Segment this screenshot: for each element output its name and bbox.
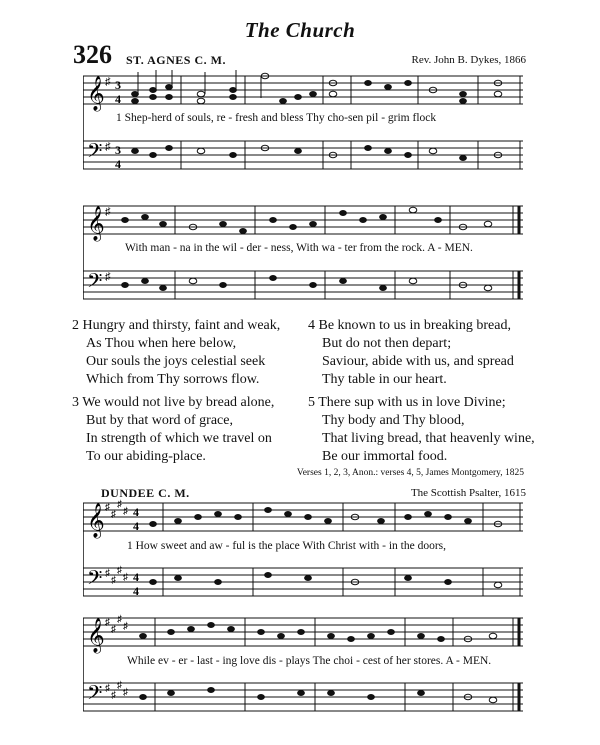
svg-text:𝄞: 𝄞	[87, 503, 105, 538]
svg-text:♯: ♯	[117, 565, 122, 576]
hymn-number: 326	[73, 40, 112, 69]
lyrics-line: 1 Shep-herd of souls, re - fresh and bless Thy cho-sen pil - grim flock	[116, 112, 437, 124]
svg-text:♯: ♯	[123, 572, 128, 583]
svg-text:4: 4	[115, 92, 121, 106]
lyrics-line: While ev - er - last - ing love dis - plays The choi - cest of her stores. A - MEN.	[127, 655, 492, 667]
page-title: The Church	[244, 18, 356, 42]
svg-text:4: 4	[115, 157, 121, 171]
bass-clef-icon: 𝄢	[87, 139, 103, 167]
treble-clef-icon: 𝄞	[87, 76, 105, 111]
svg-text:𝄢: 𝄢	[87, 269, 103, 297]
svg-text:4: 4	[133, 570, 139, 584]
svg-text:♯: ♯	[105, 568, 110, 579]
svg-text:♯: ♯	[105, 502, 110, 513]
svg-text:♯: ♯	[123, 621, 128, 632]
svg-text:♯: ♯	[117, 614, 122, 625]
svg-text:♯: ♯	[123, 506, 128, 517]
lyrics-line: With man - na in the wil - der - ness, With wa - ter from the rock. A - MEN.	[125, 242, 473, 254]
tune-name-st-agnes: ST. AGNES C. M.	[126, 53, 226, 67]
svg-text:♯: ♯	[105, 683, 110, 694]
source-credit: The Scottish Psalter, 1615	[410, 487, 526, 499]
svg-text:♯: ♯	[111, 575, 116, 586]
svg-text:𝄢: 𝄢	[87, 566, 103, 594]
svg-text:𝄞: 𝄞	[87, 618, 105, 653]
svg-text:♯: ♯	[123, 687, 128, 698]
svg-text:♯: ♯	[105, 206, 111, 218]
svg-text:♯: ♯	[105, 617, 110, 628]
svg-text:♯: ♯	[111, 509, 116, 520]
svg-text:3: 3	[115, 143, 121, 157]
composer-credit: Rev. John B. Dykes, 1866	[411, 54, 526, 66]
svg-text:4: 4	[133, 505, 139, 519]
key-signature-sharp-icon: ♯	[105, 76, 111, 88]
svg-text:♯: ♯	[111, 624, 116, 635]
bass-staff	[83, 141, 523, 169]
svg-text:𝄞: 𝄞	[87, 206, 105, 241]
svg-text:3: 3	[115, 78, 121, 92]
svg-text:♯: ♯	[117, 499, 122, 510]
lyrics-line: 1 How sweet and aw - ful is the place With Christ with - in the doors,	[127, 540, 447, 552]
svg-text:4: 4	[133, 519, 139, 533]
svg-text:♯: ♯	[111, 690, 116, 701]
verse-attribution: Verses 1, 2, 3, Anon.: verses 4, 5, James Montgomery, 1825	[296, 468, 524, 478]
tune-name-dundee: DUNDEE C. M.	[101, 486, 190, 500]
svg-text:♯: ♯	[117, 680, 122, 691]
svg-text:4: 4	[133, 584, 139, 598]
svg-text:𝄢: 𝄢	[87, 681, 103, 709]
svg-text:♯: ♯	[105, 141, 111, 153]
treble-staff	[83, 76, 523, 104]
svg-text:♯: ♯	[105, 271, 111, 283]
